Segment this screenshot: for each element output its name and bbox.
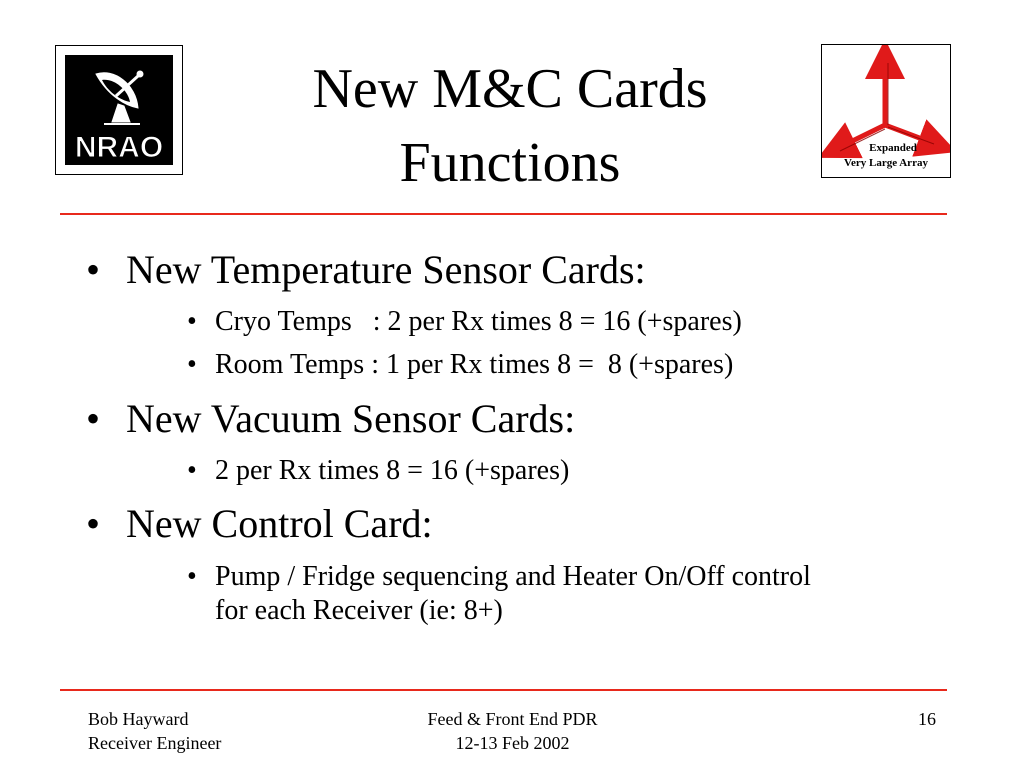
- title-line-2: Functions: [399, 132, 621, 194]
- sub-bullet-dot: •: [187, 306, 197, 337]
- bullet-dot: •: [86, 247, 101, 292]
- footer-divider: [60, 689, 947, 691]
- bullet-text: New Control Card:: [126, 501, 433, 546]
- bullet-text: New Vacuum Sensor Cards:: [126, 396, 576, 441]
- evla-logo-graphic: [822, 45, 950, 177]
- sub-bullet-room-temps: [187, 348, 733, 382]
- nrao-logo-text: NRAO: [74, 131, 164, 164]
- sub-bullet-dot: •: [187, 455, 197, 486]
- slide-title: [250, 52, 770, 200]
- evla-logo-line-1: Expanded: [869, 142, 917, 154]
- sub-bullet-text: Cryo Temps : 2 per Rx times 8 = 16 (+spares): [215, 306, 742, 337]
- sub-bullet-cryo-temps: [187, 305, 742, 339]
- bullet-control-card: [86, 500, 433, 548]
- evla-logo-line-2: Very Large Array: [844, 157, 928, 169]
- sub-bullet-text: 2 per Rx times 8 = 16 (+spares): [215, 455, 570, 486]
- nrao-logo-graphic: [56, 46, 182, 174]
- title-line-1: New M&C Cards: [312, 58, 708, 120]
- sub-bullet-dot: •: [187, 561, 197, 592]
- bullet-dot: •: [86, 501, 101, 546]
- sub-bullet-text: Pump / Fridge sequencing and Heater On/Off control: [215, 561, 811, 592]
- evla-logo: [821, 44, 951, 178]
- footer-event-date: 12-13 Feb 2002: [455, 733, 570, 753]
- footer-event-name: Feed & Front End PDR: [427, 709, 598, 729]
- sub-bullet-pump-fridge: [187, 560, 811, 594]
- page-number: 16: [918, 709, 936, 729]
- bullet-dot: •: [86, 396, 101, 441]
- bullet-text: New Temperature Sensor Cards:: [126, 247, 646, 292]
- nrao-logo: [55, 45, 183, 175]
- sub-bullet-vacuum-count: [187, 454, 569, 488]
- sub-bullet-text: Room Temps : 1 per Rx times 8 = 8 (+spares): [215, 349, 734, 380]
- bullet-temperature-cards: [86, 246, 646, 294]
- footer-author-role: Receiver Engineer: [88, 733, 222, 753]
- footer-event: [390, 707, 635, 755]
- bullet-vacuum-cards: [86, 395, 575, 443]
- footer-author-name: Bob Hayward: [88, 709, 189, 729]
- sub-bullet-dot: •: [187, 349, 197, 380]
- sub-bullet-pump-fridge-continuation: for each Receiver (ie: 8+): [215, 595, 503, 626]
- title-divider: [60, 213, 947, 215]
- footer-author: [88, 707, 221, 755]
